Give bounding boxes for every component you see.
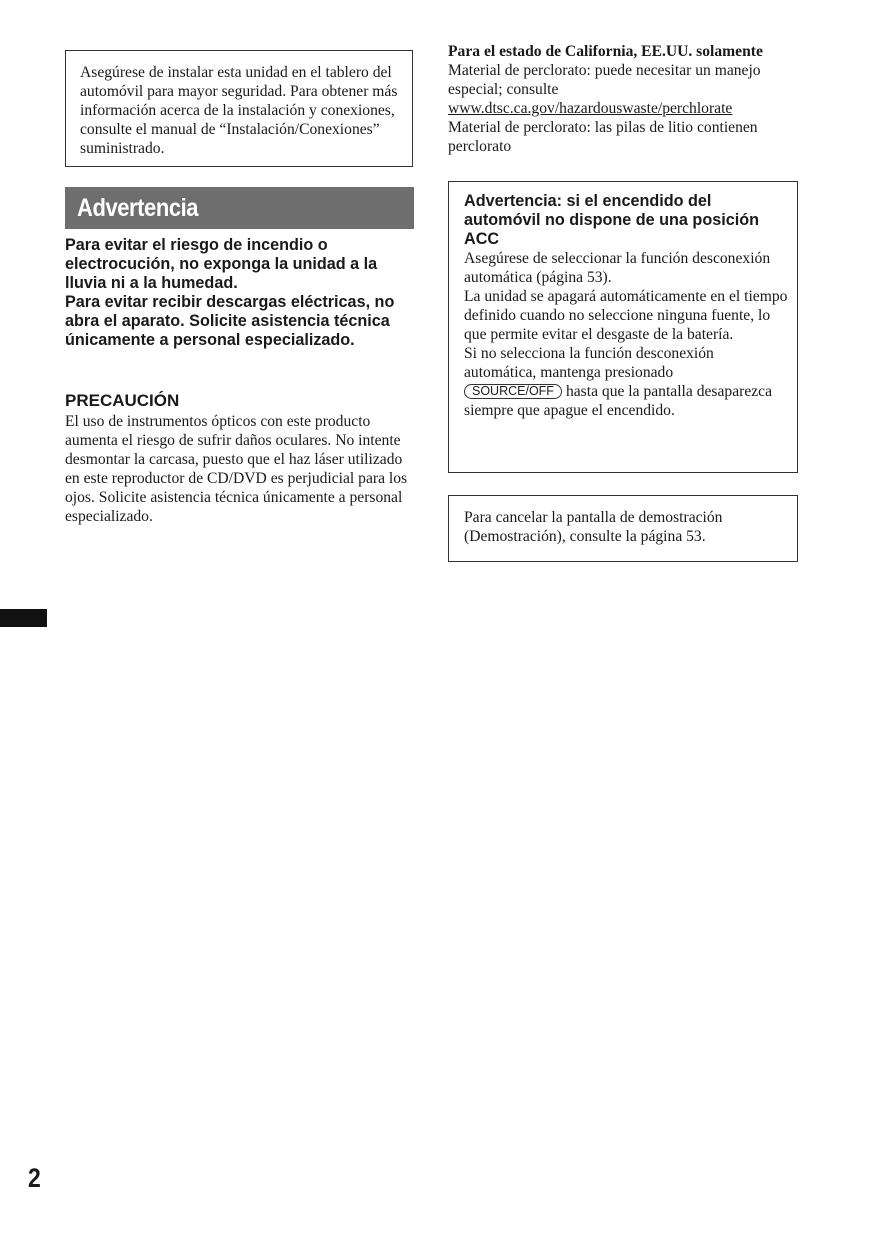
demo-note-text: Para cancelar la pantalla de demostración (Demostración), consulte la página 53. [464,509,723,545]
acc-warning-heading: Advertencia: si el encendido del automóvil no dispone de una posición ACC [464,192,759,248]
acc-warning-line-1: Asegúrese de seleccionar la función desconexión automática (página 53). [464,250,771,286]
warning-text-fire: Para evitar el riesgo de incendio o electrocución, no exponga la unidad a la lluvia ni a la humedad. [65,236,378,292]
california-perchlorate-line-2: Material de perclorato: las pilas de litio contienen perclorato [448,119,758,155]
california-perchlorate-line-1: Material de perclorato: puede necesitar un manejo especial; consulte [448,62,761,98]
dtsc-link[interactable]: www.dtsc.ca.gov/hazardouswaste/perchlorate [448,100,733,117]
acc-warning-line-3: Si no selecciona la función desconexión automática, mantenga presionado [464,345,714,381]
acc-warning-box [448,181,798,473]
precaution-heading: PRECAUCIÓN [65,391,180,410]
source-off-button-label: SOURCE/OFF [464,384,562,399]
warning-text-shock: Para evitar recibir descargas eléctricas, no abra el aparato. Solicite asistencia técnica únicamente a personal especializado. [65,293,395,349]
warning-text [65,236,415,350]
install-note-box [65,50,413,167]
section-tab-marker [0,609,47,627]
warning-banner [65,187,414,229]
acc-warning-body [464,249,789,420]
install-note-text: Asegúrese de instalar esta unidad en el tablero del automóvil para mayor seguridad. Para obtener más información acerca de la instalación y conexiones, consulte el manual de “Instalación/Conexiones” suministrado. [80,64,398,157]
acc-warning-line-2: La unidad se apagará automáticamente en el tiempo definido cuando no seleccione ninguna fuente, lo que permite evitar el desgaste de la batería. [464,288,788,343]
warning-title: Advertencia [77,194,199,222]
california-notice [448,42,798,156]
page-number: 2 [28,1163,41,1193]
acc-warning-line-4-wrap [464,382,789,420]
precaution-text: El uso de instrumentos ópticos con este producto aumenta el riesgo de sufrir daños oculares. No intente desmontar la carcasa, puesto que el haz láser utilizado en este reproductor de CD/DVD es perjudicial para los ojos. Solicite asistencia técnica únicamente a personal especializado. [65,413,408,525]
acc-warning-line-4: hasta que la pantalla desaparezca siempre que apague el encendido. [464,383,773,419]
california-heading: Para el estado de California, EE.UU. solamente [448,43,763,60]
demo-note-box [448,495,798,562]
